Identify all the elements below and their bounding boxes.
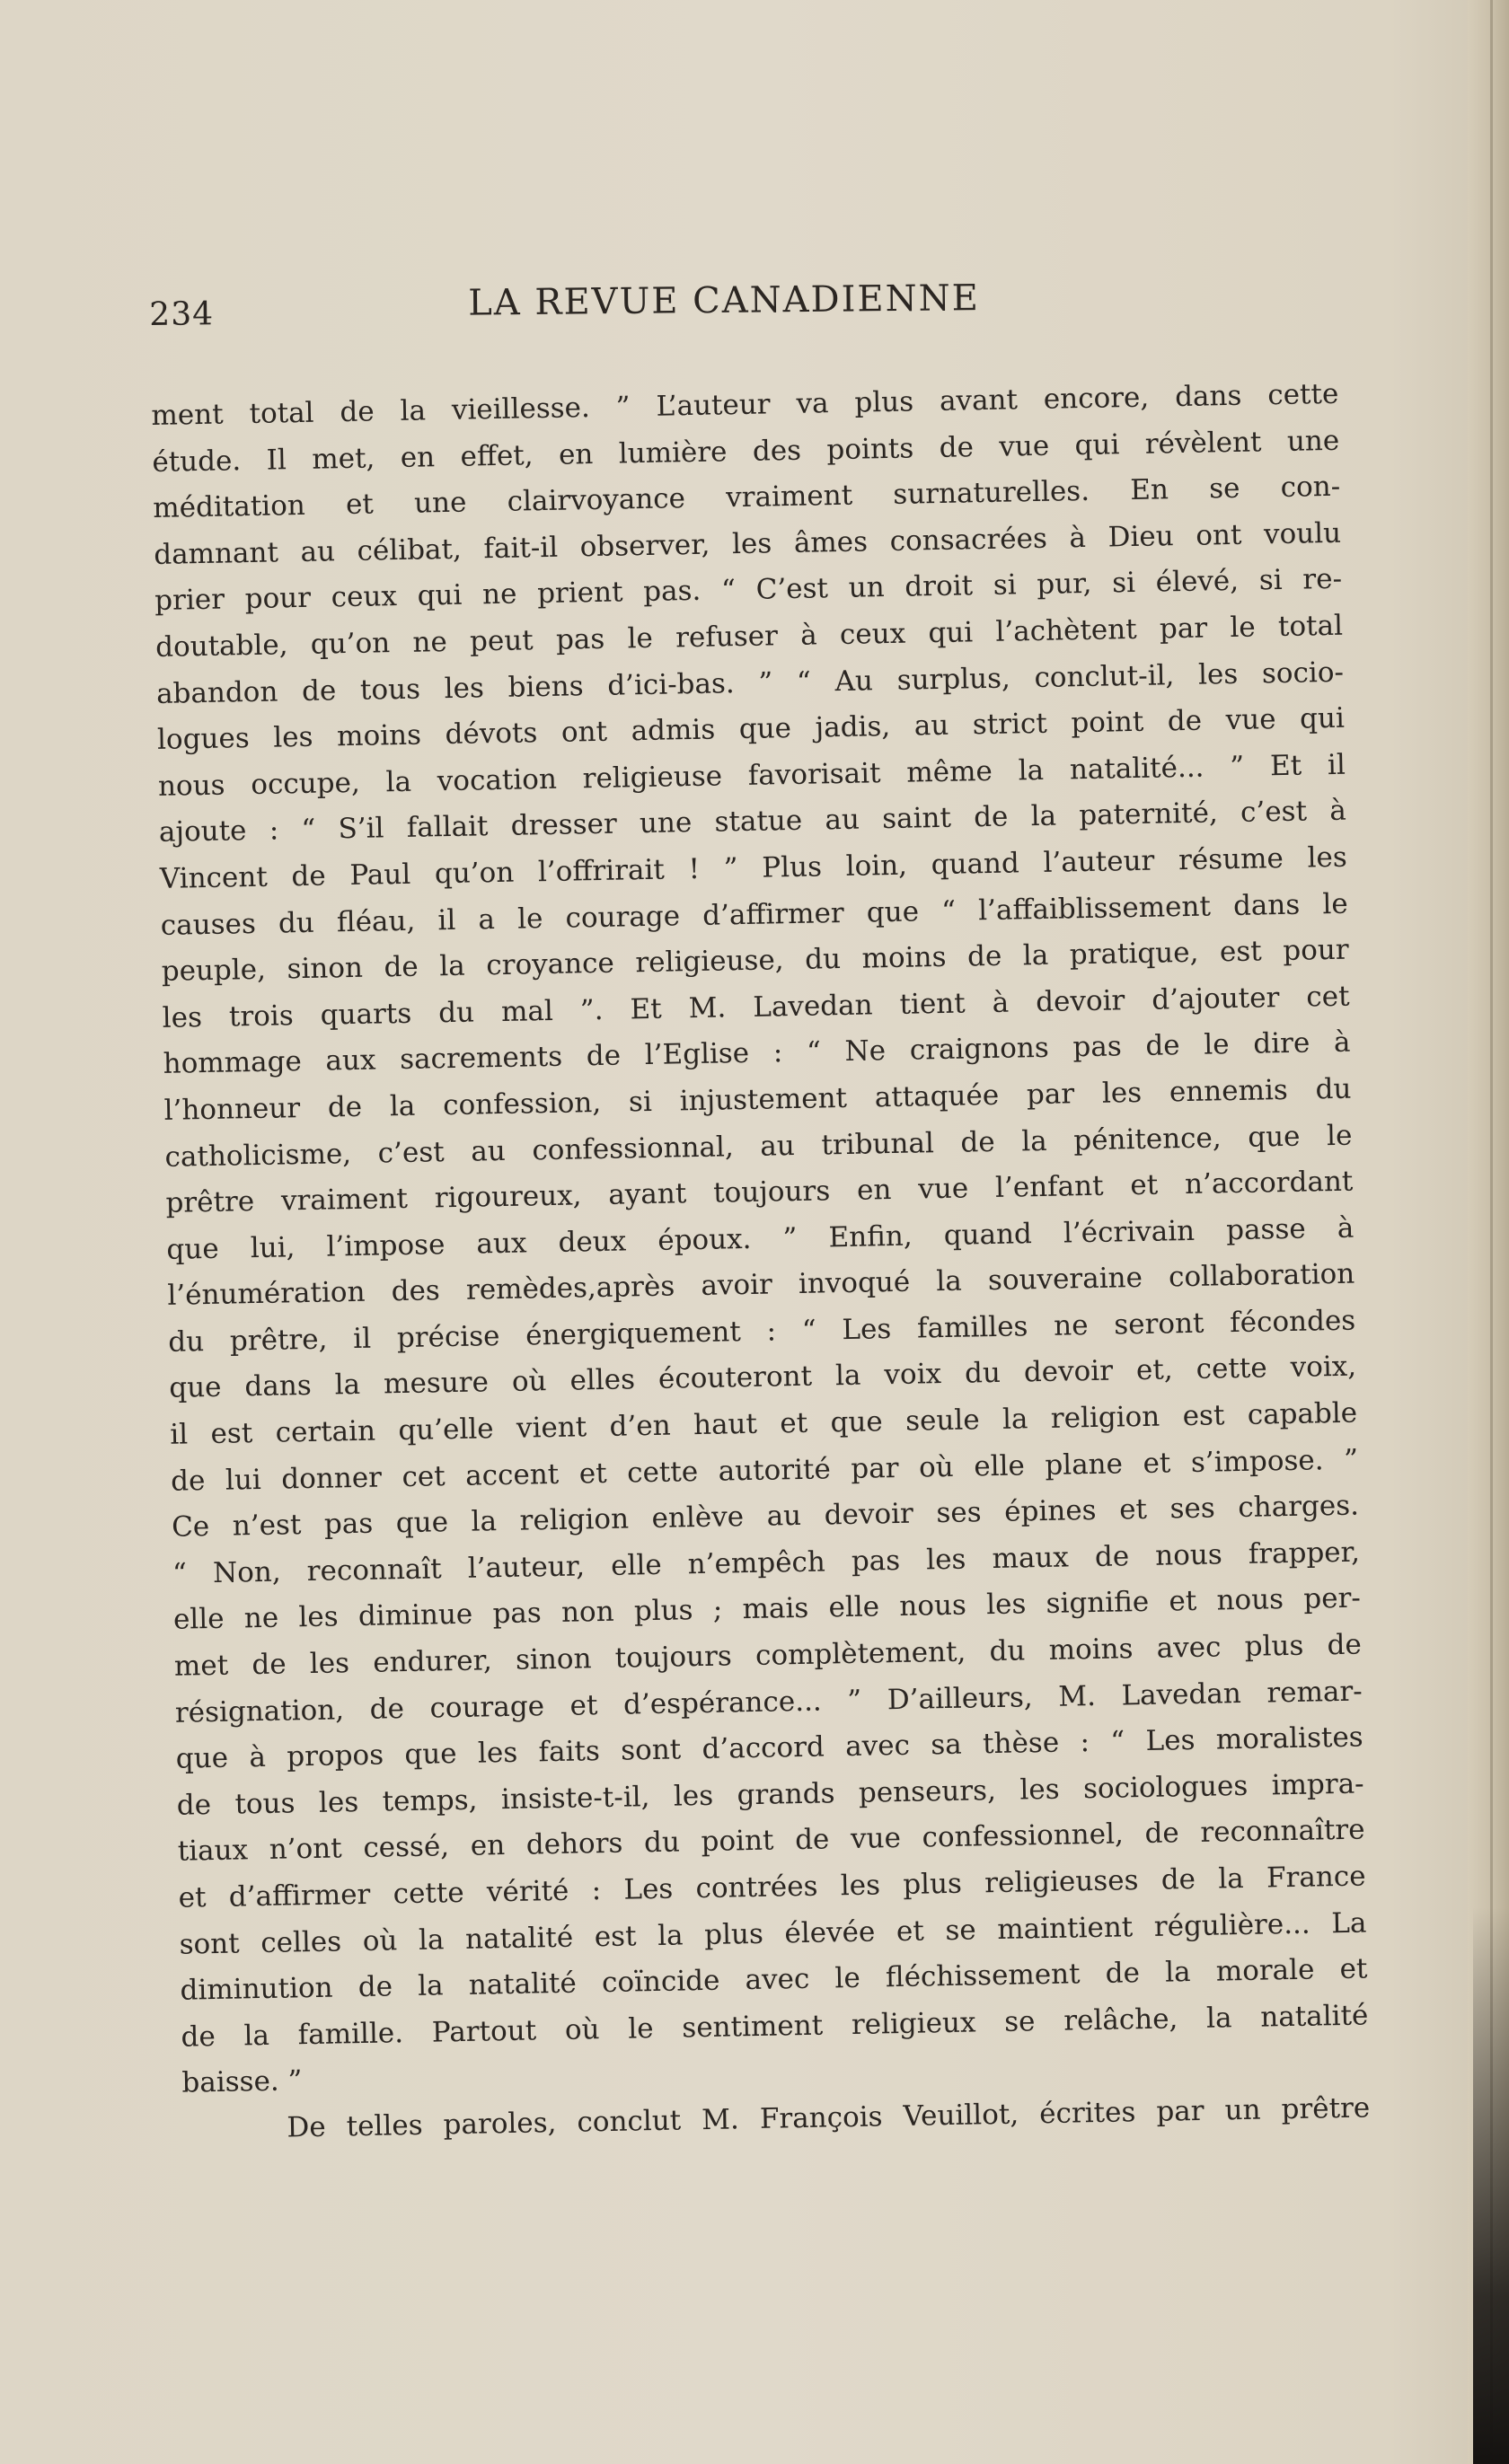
text-line: baisse. ” [181,2064,303,2100]
text-line: hommage aux sacrements de l’Eglise : “ Ne craignons pas de le dire à [163,1025,1351,1081]
text-line: “ Non, reconnaît l’auteur, elle n’empêch pas les maux de nous frapper, [172,1536,1361,1590]
corner-shadow [1473,1907,1509,2464]
text-line: ajoute : “ S’il fallait dresser une statue au saint de la paternité, c’est à [158,795,1347,849]
text-line: du prêtre, il précise énergiquement : “ Les familles ne seront fécondes [168,1304,1356,1359]
text-line: abandon de tous les biens d’ici-bas. ” “ Au surplus, conclut-il, les socio- [155,656,1345,710]
page-number: 234 [149,295,215,333]
text-line: met de les endurer, sinon toujours complètement, du moins avec plus de [173,1628,1363,1683]
text-line: ment total de la vieillesse. ” L’auteur va plus avant encore, dans cette [151,377,1339,432]
text-line: étude. Il met, en effet, en lumière des points de vue qui révèlent une [152,424,1340,479]
text-line: sont celles où la natalité est la plus élevée et se maintient régulière... La [179,1906,1367,1961]
text-line: doutable, qu’on ne peut pas le refuser à ceux qui l’achètent par le total [154,609,1344,664]
text-line: de tous les temps, insiste-t-il, les grands penseurs, les sociologues impra- [176,1767,1364,1822]
text-line: il est certain qu’elle vient d’en haut et que seule la religion est capable [169,1396,1358,1451]
text-line: prêtre vraiment rigoureux, ayant toujours en vue l’enfant et n’accordant [165,1165,1354,1219]
text-line: De telles paroles, conclut M. François Veuillot, écrites par un prêtre [287,2091,1371,2144]
text-line: Vincent de Paul qu’on l’offrirait ! ” Plus loin, quand l’auteur résume les [159,840,1348,895]
text-line: les trois quarts du mal ”. Et M. Lavedan tient à devoir d’ajouter cet [162,980,1350,1034]
text-line: l’énumération des remèdes,après avoir invoqué la souveraine collaboration [167,1257,1355,1313]
text-line: l’honneur de la confession, si injustement attaquée par les ennemis du [163,1072,1352,1127]
text-line: damnant au célibat, fait-il observer, les âmes consacrées à Dieu ont voulu [153,516,1342,571]
text-line: méditation et une clairvoyance vraiment surnaturelles. En se con- [153,470,1341,525]
text-line: de la famille. Partout où le sentiment religieux se relâche, la natalité [181,1999,1369,2054]
text-line: catholicisme, c’est au confessionnal, au tribunal de la pénitence, que le [164,1119,1353,1174]
text-line: tiaux n’ont cessé, en dehors du point de vue confessionnel, de reconnaître [177,1813,1365,1869]
text-line: de lui donner cet accent et cette autorité par où elle plane et s’impose. ” [170,1443,1359,1498]
text-line: peuple, sinon de la croyance religieuse, du moins de la pratique, est pour [161,933,1349,989]
text-line: et d’affirmer cette vérité : Les contrées les plus religieuses de la France [178,1860,1366,1914]
text-line: nous occupe, la vocation religieuse favorisait même la natalité... ” Et il [157,748,1346,803]
text-line: résignation, de courage et d’espérance... ” D’ailleurs, M. Lavedan remar- [174,1675,1363,1729]
text-line: que dans la mesure où elles écouteront la voix du devoir et, cette voix, [168,1351,1357,1405]
text-line: que lui, l’impose aux deux époux. ” Enfin, quand l’écrivain passe à [166,1211,1355,1266]
text-line: elle ne les diminue pas non plus ; mais elle nous les signifie et nous per- [172,1581,1362,1637]
text-line: logues les moins dévots ont admis que jadis, au strict point de vue qui [156,701,1346,757]
text-line: prier pour ceux qui ne prient pas. “ C’est un droit si pur, si élevé, si re- [154,563,1343,618]
text-line: que à propos que les faits sont d’accord avec sa thèse : “ Les moralistes [175,1720,1363,1775]
text-line: diminution de la natalité coïncide avec le fléchissement de la morale et [180,1952,1368,2007]
page-header [149,275,1309,339]
text-line: causes du fléau, il a le courage d’affirmer que “ l’affaiblissement dans le [160,887,1348,942]
body-text [151,372,1371,2153]
text-line: Ce n’est pas que la religion enlève au devoir ses épines et ses charges. [171,1489,1360,1544]
running-title: LA REVUE CANADIENNE [467,277,981,324]
